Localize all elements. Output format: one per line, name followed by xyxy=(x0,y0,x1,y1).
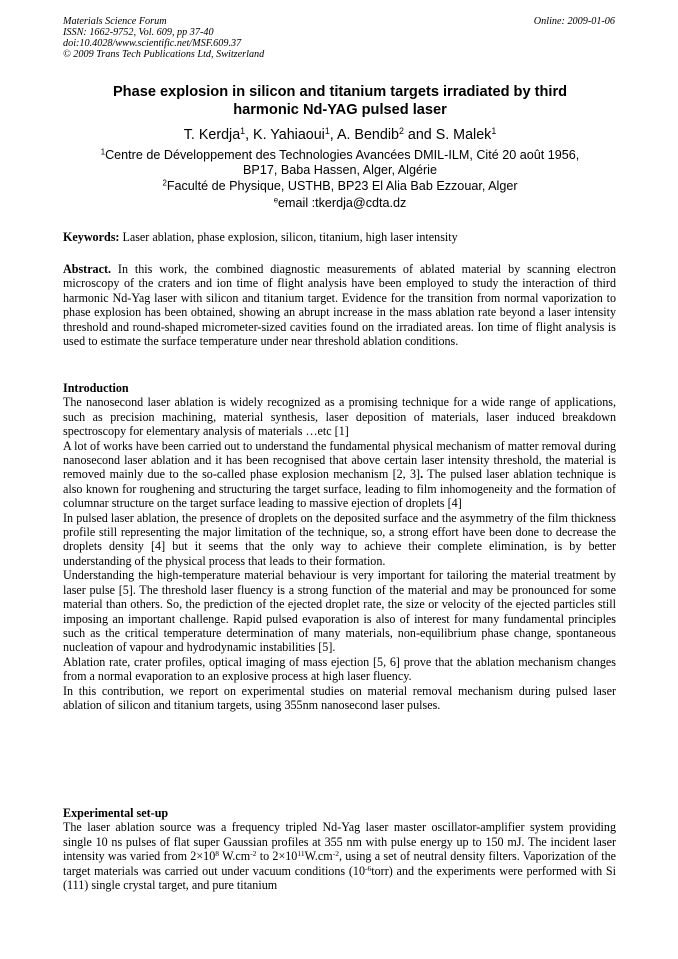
exp-text: W.cm xyxy=(219,849,251,864)
author-affil-sup: 1 xyxy=(324,126,330,137)
affiliation-2-line: Faculté de Physique, USTHB, BP23 El Alia Bab Ezzouar, Alger xyxy=(166,179,518,193)
author-affil-sup: 2 xyxy=(398,126,404,137)
email-address: email :tkerdja@cdta.dz xyxy=(278,196,407,210)
intro-paragraph-3: In pulsed laser ablation, the presence of droplets on the deposited surface and the asymmetry of the film thickness profile still representing the major limitation of the technique, so, a strong effort have been done to decrease the droplets density [4] but it seems that the only way to achieve their complete elimination, is by better understanding of the physical process that leads to their formation. xyxy=(63,510,616,568)
paper-title xyxy=(70,83,610,119)
affiliation-1 xyxy=(40,148,640,178)
title-line-1: Phase explosion in silicon and titanium targets irradiated by third xyxy=(112,84,568,100)
experimental-section xyxy=(63,806,616,892)
keywords-text: Laser ablation, phase explosion, silicon, titanium, high laser intensity xyxy=(119,230,458,244)
online-date: Online: 2009-01-06 xyxy=(533,16,615,27)
section-heading-introduction: Introduction xyxy=(63,381,129,395)
affiliation-1-line-1: Centre de Développement des Technologies Avancées DMIL-ILM, Cité 20 août 1956, xyxy=(105,148,580,162)
author-affil-sup: 1 xyxy=(491,126,497,137)
intro-p2-bold-period: . xyxy=(420,467,424,482)
affiliation-1-line-2: BP17, Baba Hassen, Alger, Algérie xyxy=(243,163,437,177)
author-separator: and xyxy=(403,127,436,143)
copyright-line: © 2009 Trans Tech Publications Ltd, Switzerland xyxy=(63,49,265,60)
experimental-paragraph xyxy=(63,820,616,892)
abstract-label: Abstract. xyxy=(63,262,112,276)
email-line xyxy=(40,196,640,211)
affiliation-sup: 1 xyxy=(100,147,106,157)
author-separator: , xyxy=(329,127,337,143)
exp-text: The laser ablation source was a frequency tripled Nd-Yag laser master oscillator-amplifier system providing single 10 ns pulses of flat super Gaussian profiles at 355 nm with pulse energy up to 150 mJ. The incident laser intensity was varied from 2×10 xyxy=(63,820,616,864)
exp-sup: 11 xyxy=(297,849,305,859)
intro-p2-text: A lot of works have been carried out to understand the fundamental physical mechanism of matter removal during nanosecond laser ablation and it has been recognised that above certain laser intensity threshold, the material is removed mainly due to the so-called phase explosion mechanism [2, 3] xyxy=(63,438,616,482)
author-separator: , xyxy=(245,127,254,143)
affiliation-sup: 2 xyxy=(162,178,167,188)
journal-header xyxy=(63,16,623,60)
author-list xyxy=(40,126,640,144)
exp-text: torr) and the experiments were performed with Si (111) single crystal target, and pure titanium xyxy=(63,863,616,893)
intro-paragraph-2 xyxy=(63,439,616,511)
author-name: T. Kerdja xyxy=(183,127,241,143)
abstract xyxy=(63,262,616,348)
intro-paragraph-6: In this contribution, we report on experimental studies on material removal mechanism during pulsed laser ablation of silicon and titanium targets, using 355nm nanosecond laser pulses. xyxy=(63,683,616,712)
abstract-text: In this work, the combined diagnostic measurements of ablated material by scanning electron microscopy of the craters and ion time of flight analysis have been employed to study the interaction of third harmonic Nd-Yag laser with silicon and titanium target. Evidence for the transition from normal vaporization to phase explosion has been obtained, showing an abrupt increase in the mass ablation rate beyond a laser intensity threshold and round-shaped micrometer-sized cavities found on the irradiated areas. Ion time of flight analysis is used to estimate the surface temperature under near threshold ablation conditions. xyxy=(63,262,616,349)
exp-sup: 8 xyxy=(215,849,220,859)
title-line-2: harmonic Nd-YAG pulsed laser xyxy=(233,102,447,118)
exp-text: , using a set of neutral density filters. Vaporization of the target materials was carried out under vacuum conditions (10 xyxy=(63,849,616,878)
journal-name: Materials Science Forum xyxy=(63,16,167,27)
author-name: K. Yahiaoui xyxy=(253,127,325,143)
exp-sup: -2 xyxy=(250,849,257,859)
email-sup: e xyxy=(273,195,279,205)
doi-line: doi:10.4028/www.scientific.net/MSF.609.37 xyxy=(63,38,242,49)
introduction-section xyxy=(63,381,616,712)
author-name: S. Malek xyxy=(435,127,492,143)
intro-p2-rest: The pulsed laser ablation technique is also known for roughening and structuring the target surface, leading to film inhomogeneity and the formation of columnar structure on the target surface leading to massive ejection of droplets [4] xyxy=(63,467,616,511)
intro-paragraph-5: Ablation rate, crater profiles, optical imaging of mass ejection [5, 6] prove that the ablation mechanism changes from a normal evaporation to an explosive process at high laser fluency. xyxy=(63,654,616,684)
keywords-label: Keywords: xyxy=(63,230,120,244)
issn-line: ISSN: 1662-9752, Vol. 609, pp 37-40 xyxy=(63,27,214,38)
author-affil-sup: 1 xyxy=(240,126,246,137)
exp-text: to 2×10 xyxy=(256,849,298,864)
keywords xyxy=(63,230,616,244)
intro-paragraph-4: Understanding the high-temperature material behaviour is very important for tailoring the material treatment by laser pulse [5]. The threshold laser fluency is a strong function of the material and may be pronounced for some material than others. So, the prediction of the ejected droplet rate, the size or velocity of the ejected particles still imposing an important challenge. Rapid pulsed evaporation is also of interest for many fundamental principles such as the critical temperature determination of many materials, non-equilibrium phase change, spontaneous nucleation of vapour and hydrodynamic instabilities [5]. xyxy=(63,568,616,655)
intro-paragraph-1: The nanosecond laser ablation is widely recognized as a promising technique for a wide range of applications, such as precision machining, material synthesis, laser deposition of materials, laser induced breakdown spectroscopy for elementary analysis of materials …etc [1] xyxy=(63,395,616,439)
affiliation-2 xyxy=(40,179,640,194)
exp-sup: -6 xyxy=(365,863,372,873)
section-heading-experimental: Experimental set-up xyxy=(63,806,169,820)
exp-sup: -2 xyxy=(332,849,339,859)
exp-text: W.cm xyxy=(304,849,333,864)
author-name: A. Bendib xyxy=(336,127,399,143)
